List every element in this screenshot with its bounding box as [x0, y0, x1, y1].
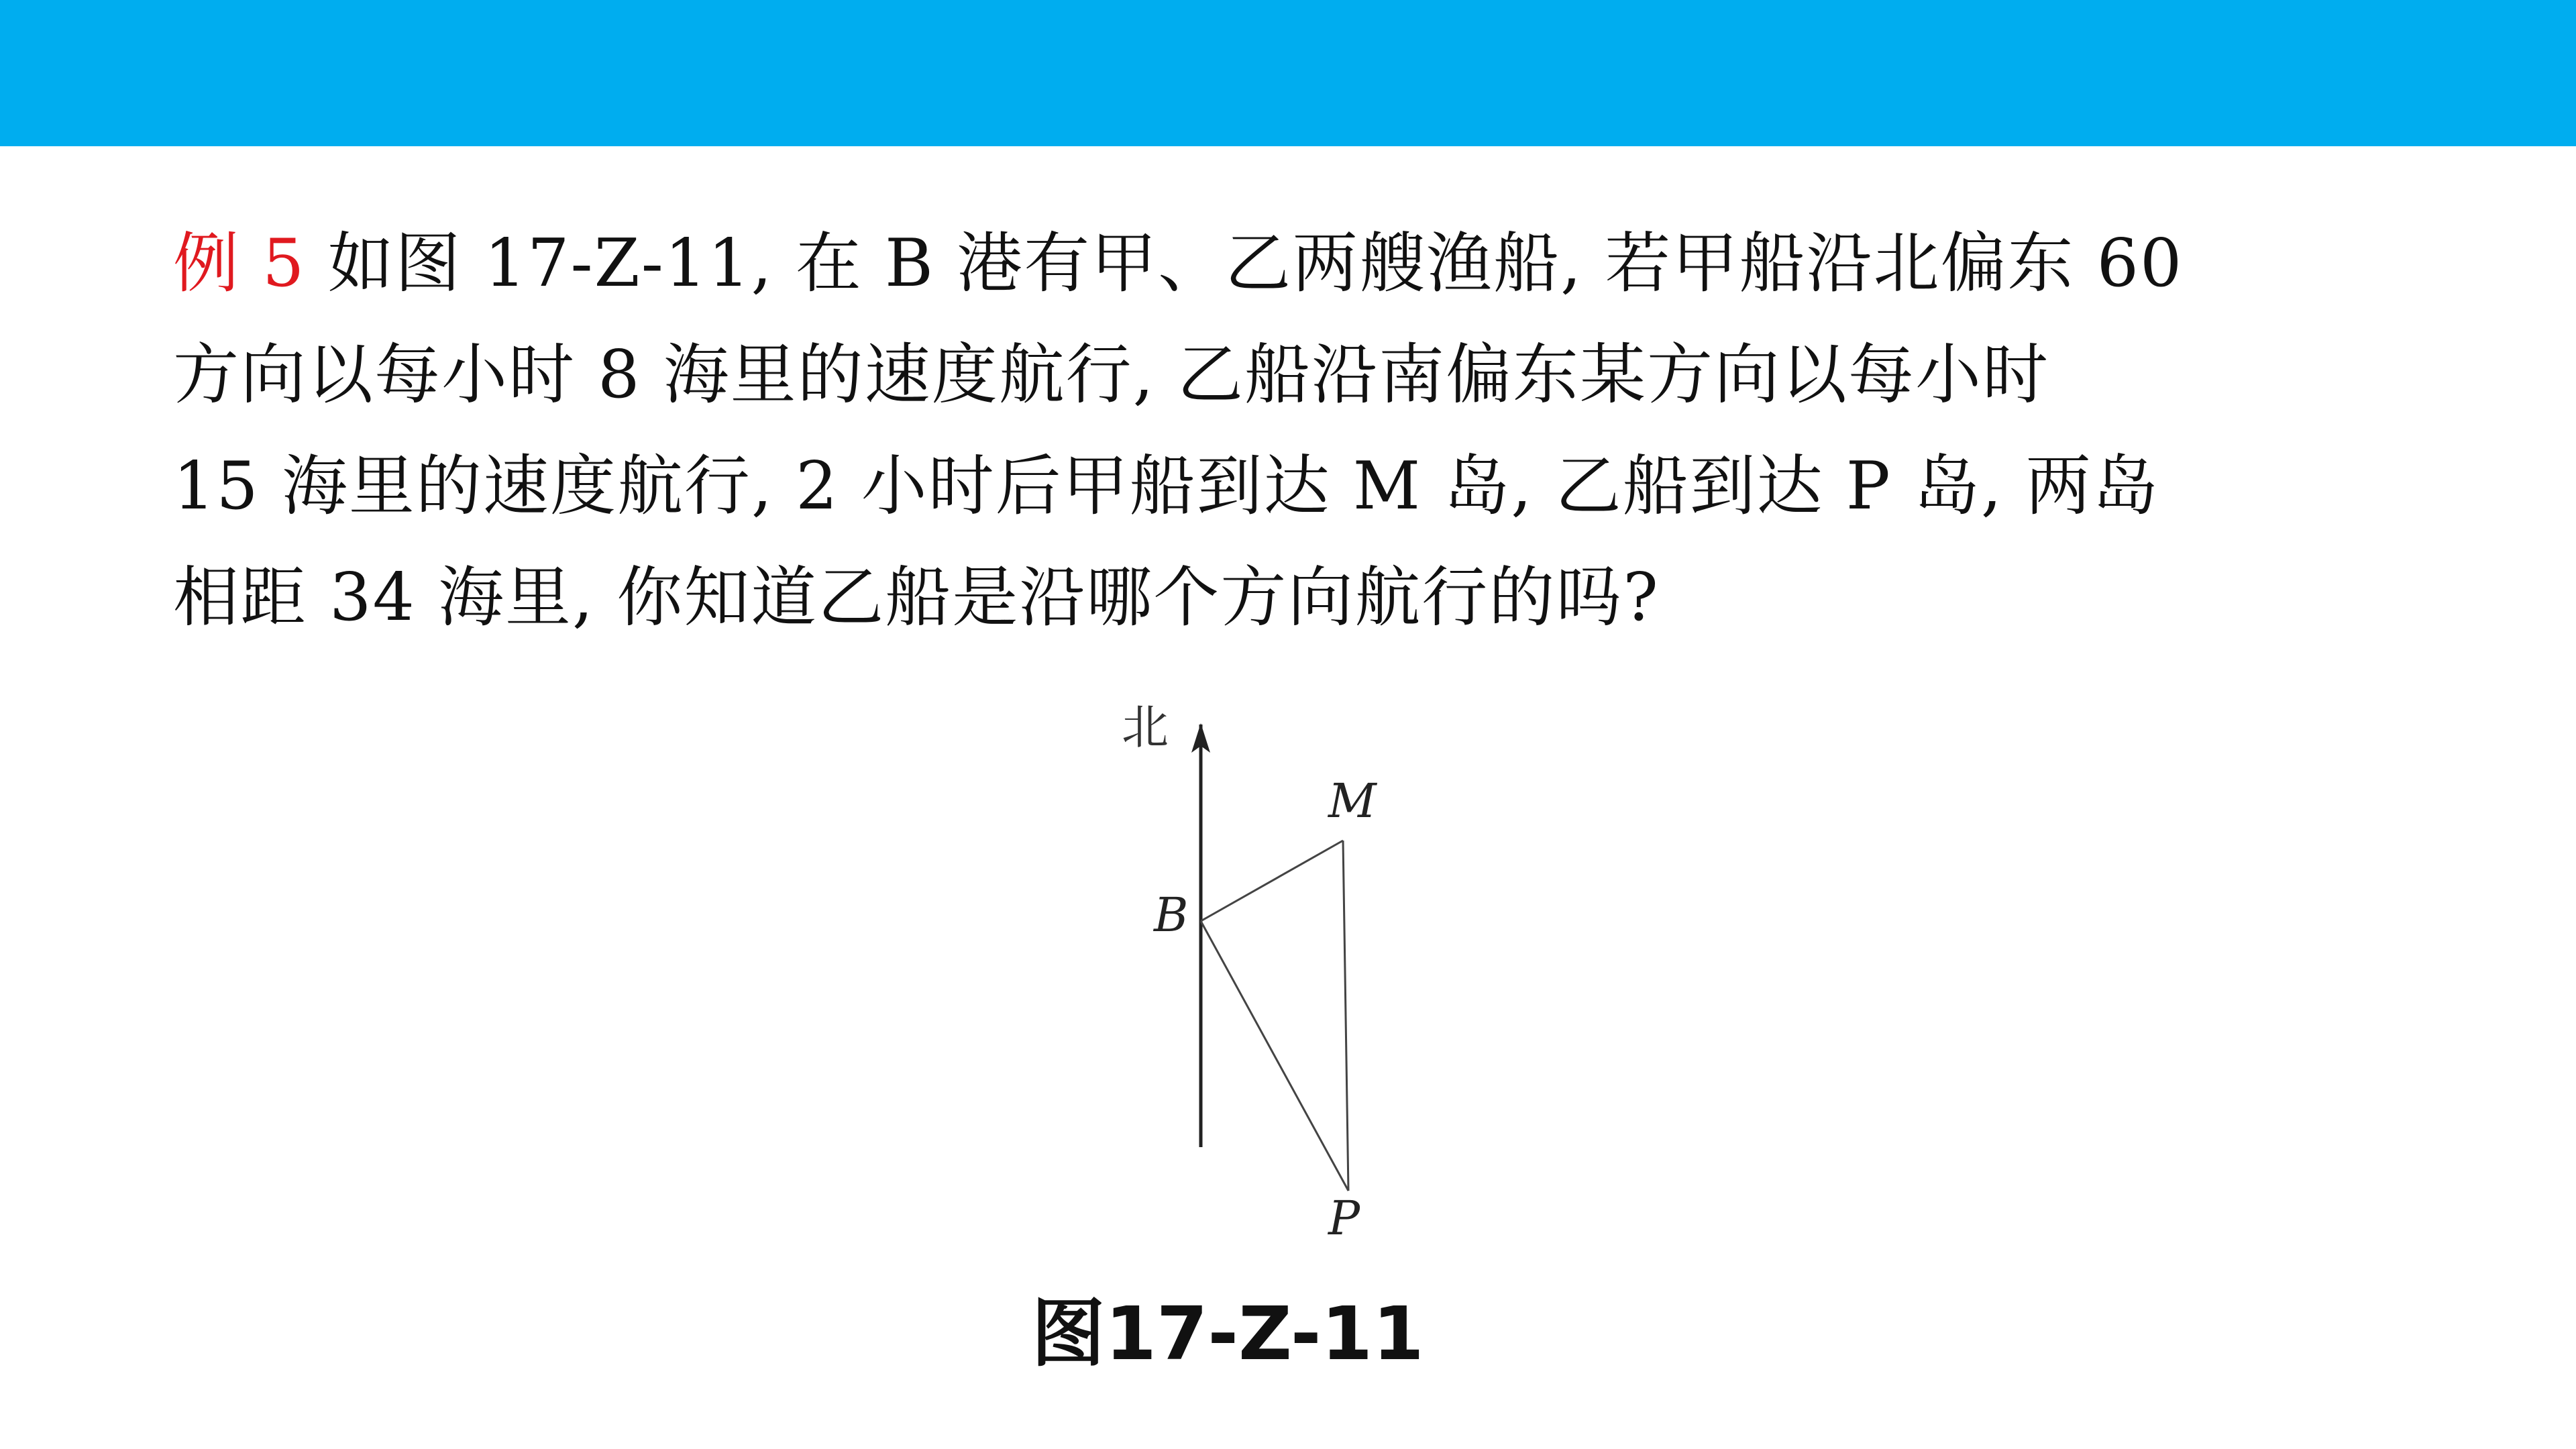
- problem-text-line-1: 如图 17-Z-11, 在 B 港有甲、乙两艘渔船, 若甲船沿北偏东 60: [305, 225, 2184, 302]
- figure-diagram: [1100, 698, 1476, 1275]
- geometry-figure: [1100, 698, 1476, 1275]
- example-label: 例 5: [173, 225, 306, 302]
- problem-statement: [173, 208, 2306, 653]
- problem-line-3: 15 海里的速度航行, 2 小时后甲船到达 M 岛, 乙船到达 P 岛, 两岛: [173, 448, 2160, 525]
- point-b-label: B: [1154, 888, 1189, 943]
- problem-line-2: 方向以每小时 8 海里的速度航行, 乙船沿南偏东某方向以每小时: [173, 337, 2049, 413]
- segment-bp: [1201, 921, 1348, 1191]
- problem-line-1: [173, 208, 2306, 319]
- segment-bm: [1201, 841, 1343, 921]
- north-label: 北: [1122, 700, 1169, 755]
- top-banner: [0, 0, 2576, 146]
- segment-mp: [1343, 841, 1348, 1191]
- point-m-label: M: [1328, 773, 1377, 828]
- figure-caption: 图17-Z-11: [1031, 1291, 1424, 1377]
- problem-line-4: 相距 34 海里, 你知道乙船是沿哪个方向航行的吗?: [173, 559, 1660, 636]
- point-p-label: P: [1328, 1191, 1360, 1246]
